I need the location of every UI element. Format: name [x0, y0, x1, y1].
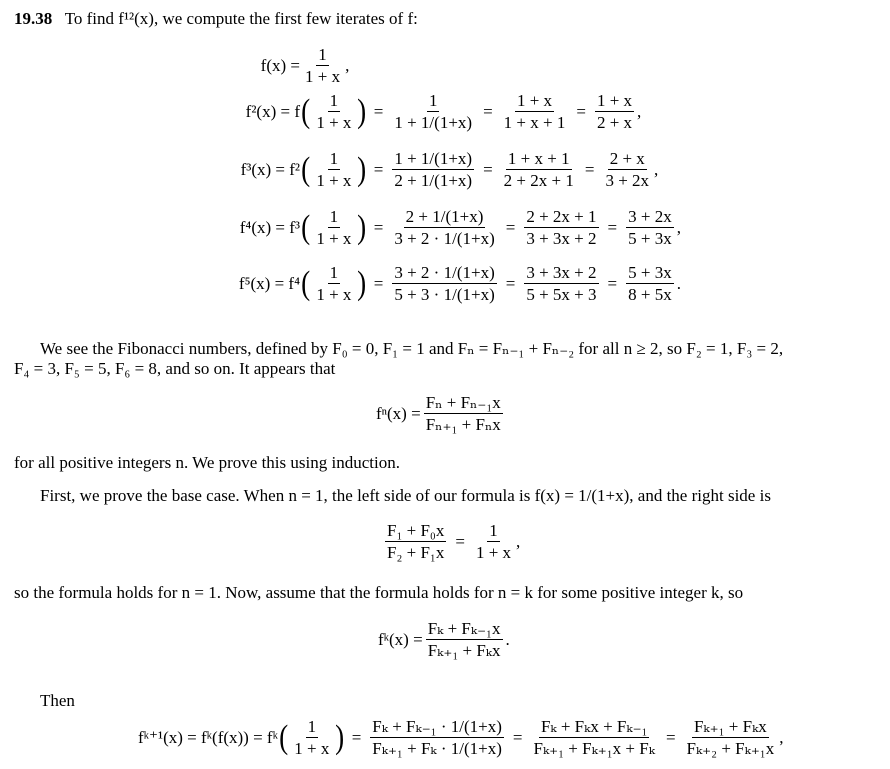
right-paren: )	[357, 150, 367, 188]
equals-sign: =	[607, 273, 618, 293]
equals-sign: =	[483, 159, 493, 179]
iterate-lhs: f³(x) = f²	[240, 159, 300, 179]
general-formula-numerator: Fₙ + Fₙ₋₁x	[425, 393, 501, 412]
iterate-lhs: f(x) =	[260, 55, 300, 75]
inductive-step-formula	[138, 716, 783, 759]
iterate-fraction-numerator: 1 + x	[596, 91, 633, 110]
iterate-fraction-denominator: 2 + 1/(1+x)	[394, 171, 473, 190]
step-inner-denominator: 1 + x	[294, 739, 330, 758]
step-inner-numerator: 1	[307, 717, 317, 736]
iterate-fraction-denominator: 2 + 2x + 1	[503, 171, 574, 190]
iterate-end-punctuation: ,	[345, 55, 350, 75]
iterate-inner-fraction	[314, 90, 353, 133]
iterate-inner-fraction-denominator: 1 + x	[316, 229, 352, 248]
left-paren: (	[301, 150, 311, 188]
iterate-lhs: f⁵(x) = f⁴	[238, 273, 300, 293]
iterate-fraction	[603, 148, 651, 191]
iterate-end-punctuation: ,	[637, 101, 642, 121]
base-case-right-fraction	[474, 520, 513, 563]
step-inner-fraction	[292, 716, 331, 759]
right-paren: )	[335, 718, 345, 756]
iterate-fraction-numerator: 1 + x + 1	[507, 149, 570, 168]
iterate-fraction-denominator: 3 + 3x + 2	[526, 229, 597, 248]
equals-sign: =	[373, 159, 384, 179]
general-formula	[376, 392, 506, 435]
iterate-lhs: f²(x) = f	[245, 101, 300, 121]
iterate-fraction-denominator: 3 + 2 · 1/(1+x)	[394, 229, 495, 248]
iterate-fraction-denominator: 5 + 3x	[628, 229, 672, 248]
step-fraction-2-numerator: Fₖ + Fₖx + Fₖ₋₁	[540, 717, 648, 736]
step-fraction-3-denominator: Fₖ₊₂ + Fₖ₊₁x	[686, 739, 775, 758]
iterate-row	[200, 206, 681, 249]
equals-sign: =	[373, 217, 384, 237]
equals-sign: =	[584, 159, 595, 179]
iterate-fraction-denominator: 2 + x	[596, 113, 633, 132]
right-paren: )	[357, 208, 367, 246]
iterate-row	[200, 262, 681, 305]
then-line: Then	[40, 691, 75, 710]
hypothesis-lhs: fᵏ(x) =	[378, 629, 423, 649]
iterate-fraction-numerator: 1	[318, 45, 327, 64]
step-end: ,	[779, 727, 784, 747]
step-fraction-1	[370, 716, 504, 759]
iterate-fraction	[502, 90, 568, 133]
iterate-fraction	[392, 90, 474, 133]
base-case-end: ,	[516, 531, 521, 551]
iterate-fraction	[392, 206, 496, 249]
iterate-fraction-denominator: 5 + 3 · 1/(1+x)	[394, 285, 495, 304]
fibonacci-line-2: F₄ = 3, F₅ = 5, F₆ = 8, and so on. It appears that	[14, 359, 336, 378]
base-case-right-numerator: 1	[489, 521, 498, 540]
general-formula-denominator: Fₙ₊₁ + Fₙx	[425, 415, 501, 434]
iterate-inner-fraction	[314, 206, 353, 249]
iterate-fraction-denominator: 5 + 5x + 3	[526, 285, 597, 304]
iterate-end-punctuation: ,	[676, 217, 681, 237]
base-case-right-denominator: 1 + x	[475, 543, 512, 562]
iterate-inner-fraction-denominator: 1 + x	[316, 285, 352, 304]
equals-sign: =	[576, 101, 586, 121]
step-fraction-3-numerator: Fₖ₊₁ + Fₖx	[693, 717, 767, 736]
iterate-inner-fraction-numerator: 1	[329, 207, 339, 226]
iterate-fraction	[626, 262, 674, 305]
iterate-fraction-numerator: 1	[428, 91, 438, 110]
base-case-line: First, we prove the base case. When n = 1, the left side of our formula is f(x) = 1/(1+x), and the right side is	[40, 486, 771, 505]
iterate-inner-fraction-numerator: 1	[329, 91, 339, 110]
general-formula-fraction	[424, 392, 503, 435]
holds-line: so the formula holds for n = 1. Now, assume that the formula holds for n = k for some positive integer k, so	[14, 583, 744, 602]
equals-sign: =	[351, 727, 362, 747]
equals-sign: =	[483, 101, 493, 121]
right-paren: )	[357, 92, 367, 130]
iterate-fraction	[626, 206, 674, 249]
problem-intro-text: To find f¹²(x), we compute the first few iterates of f:	[64, 9, 418, 28]
hypothesis-numerator: Fₖ + Fₖ₋₁x	[427, 619, 501, 638]
iterate-inner-fraction-denominator: 1 + x	[316, 171, 352, 190]
iterate-fraction-numerator: 3 + 2 · 1/(1+x)	[394, 263, 495, 282]
step-lhs: fᵏ⁺¹(x) = fᵏ(f(x)) = fᵏ	[138, 727, 278, 747]
equals-sign: =	[607, 217, 618, 237]
equals-sign: =	[505, 217, 516, 237]
iterate-fraction-denominator: 1 + x + 1	[503, 113, 566, 132]
iterate-row	[200, 44, 349, 87]
iterate-inner-fraction-numerator: 1	[329, 263, 339, 282]
iterate-end-punctuation: ,	[654, 159, 659, 179]
left-paren: (	[301, 264, 311, 302]
iterate-fraction	[392, 148, 474, 191]
hypothesis-denominator: Fₖ₊₁ + Fₖx	[427, 641, 501, 660]
iterate-fraction	[502, 148, 576, 191]
base-case-formula	[382, 520, 520, 563]
iterate-fraction	[524, 262, 598, 305]
fibonacci-line-1: We see the Fibonacci numbers, defined by F₀ = 0, F₁ = 1 and Fₙ = Fₙ₋₁ + Fₙ₋₂ for all n ≥ 2, so F₂ = 1, F₃ = 2,	[40, 339, 784, 358]
general-formula-lhs: fⁿ(x) =	[376, 403, 421, 423]
base-case-left-numerator: F₁ + F₀x	[387, 521, 445, 540]
problem-number: 19.38	[14, 9, 53, 28]
step-fraction-2-denominator: Fₖ₊₁ + Fₖ₊₁x + Fₖ	[533, 739, 655, 758]
step-fraction-2	[531, 716, 656, 759]
hypothesis-formula	[378, 618, 510, 661]
equals-sign: =	[665, 727, 676, 747]
iterate-fraction-numerator: 2 + x	[609, 149, 645, 168]
equals-sign: =	[373, 101, 384, 121]
iterate-fraction-numerator: 1 + 1/(1+x)	[394, 149, 473, 168]
iterate-fraction	[524, 206, 598, 249]
equals-sign: =	[373, 273, 384, 293]
equals-sign: =	[505, 273, 516, 293]
equals-sign: =	[455, 531, 465, 551]
iterate-fraction	[392, 262, 496, 305]
problem-intro	[14, 8, 418, 30]
iterate-inner-fraction	[314, 262, 353, 305]
hypothesis-end: .	[505, 629, 510, 649]
iterate-row	[200, 90, 641, 133]
iterate-fraction-denominator: 1 + 1/(1+x)	[394, 113, 473, 132]
hypothesis-fraction	[426, 618, 503, 661]
left-paren: (	[279, 718, 289, 756]
iterate-fraction-denominator: 8 + 5x	[628, 285, 672, 304]
iterate-fraction-numerator: 2 + 1/(1+x)	[405, 207, 484, 226]
iterate-inner-fraction-denominator: 1 + x	[316, 113, 352, 132]
iterate-lhs: f⁴(x) = f³	[239, 217, 300, 237]
iterate-row	[200, 148, 658, 191]
iterate-fraction	[595, 90, 634, 133]
equals-sign: =	[512, 727, 523, 747]
iterate-fraction-numerator: 5 + 3x	[628, 263, 672, 282]
step-fraction-1-denominator: Fₖ₊₁ + Fₖ · 1/(1+x)	[372, 739, 502, 758]
step-fraction-1-numerator: Fₖ + Fₖ₋₁ · 1/(1+x)	[372, 717, 502, 736]
iterate-fraction-numerator: 3 + 2x	[628, 207, 672, 226]
iterate-end-punctuation: .	[676, 273, 681, 293]
for-all-line: for all positive integers n. We prove this using induction.	[14, 453, 400, 472]
iterate-fraction-numerator: 2 + 2x + 1	[526, 207, 597, 226]
iterate-inner-fraction-numerator: 1	[329, 149, 339, 168]
iterate-inner-fraction	[314, 148, 353, 191]
iterate-fraction-numerator: 1 + x	[516, 91, 553, 110]
base-case-left-fraction	[385, 520, 446, 563]
iterate-fraction-denominator: 1 + x	[305, 67, 341, 86]
step-fraction-3	[685, 716, 777, 759]
left-paren: (	[301, 208, 311, 246]
right-paren: )	[357, 264, 367, 302]
iterate-fraction	[303, 44, 342, 87]
iterate-fraction-numerator: 3 + 3x + 2	[526, 263, 597, 282]
base-case-left-denominator: F₂ + F₁x	[387, 543, 445, 562]
iterate-fraction-denominator: 3 + 2x	[605, 171, 650, 190]
left-paren: (	[301, 92, 311, 130]
